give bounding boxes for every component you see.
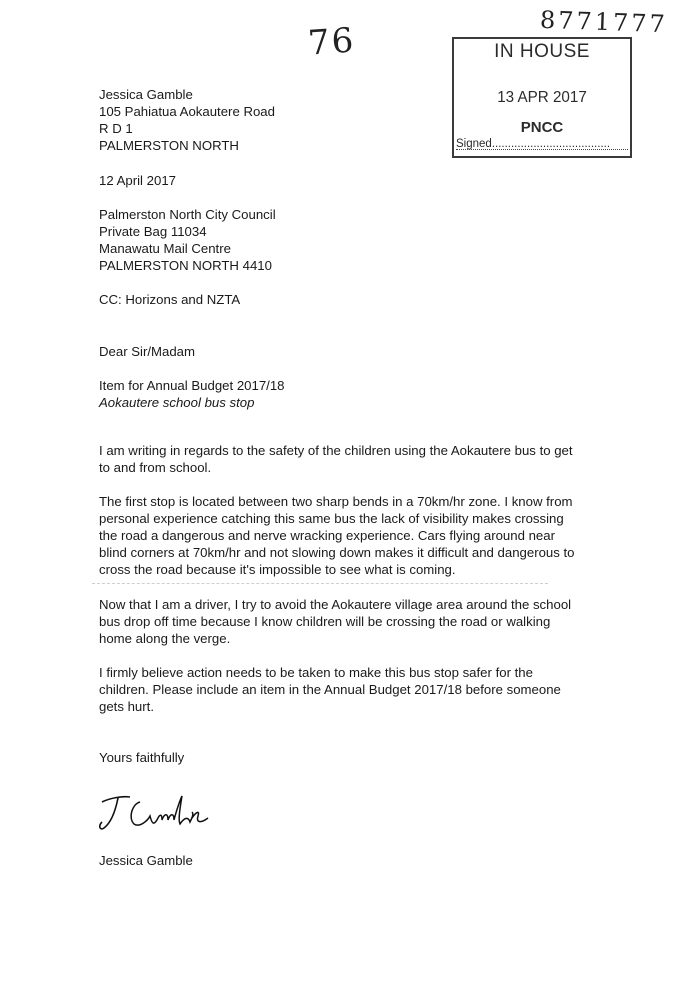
stamp-signed-dots: ..................................... — [491, 138, 611, 150]
received-stamp — [452, 37, 632, 158]
body-paragraph: The first stop is located between two sharp bends in a 70km/hr zone. I know from personal experience catching this same bus the lack of visibility makes crossing the road a dangerous and nerve wracking experience. Cars flying around near blind corners at 70km/hr and not slowing down makes it difficult and dangerous to cross the road because it's impossible to see what is coming. — [99, 494, 575, 577]
handwritten-page-number: 76 — [306, 20, 357, 64]
stamp-signed-label: Signed — [456, 138, 492, 150]
body-paragraph: I firmly believe action needs to be taken to make this bus stop safer for the children. Please include an item in the Annual Budget 2017/18 before someone gets hurt. — [99, 665, 561, 714]
cc-line: CC: Horizons and NZTA — [99, 292, 241, 307]
recipient-line: Palmerston North City Council — [99, 207, 276, 222]
signature-name: Jessica Gamble — [99, 853, 193, 868]
body-paragraph: Now that I am a driver, I try to avoid the Aokautere village area around the school bus drop off time because I know children will be crossing the road or walking home along the verge. — [99, 597, 572, 646]
salutation: Dear Sir/Madam — [99, 344, 196, 359]
sender-address-line: 105 Pahiatua Aokautere Road — [99, 104, 275, 119]
sender-address-line: R D 1 — [99, 121, 133, 136]
sender-block — [99, 86, 275, 154]
stamp-org: PNCC — [520, 119, 564, 136]
stamp-bottom-line — [456, 149, 628, 150]
recipient-line: Private Bag 11034 — [99, 224, 207, 239]
sender-address-line: PALMERSTON NORTH — [99, 138, 239, 153]
recipient-line: PALMERSTON NORTH 4410 — [99, 258, 272, 273]
scan-fold-line — [92, 583, 548, 584]
recipient-block — [99, 206, 276, 274]
sender-name: Jessica Gamble — [99, 87, 193, 102]
letter-date: 12 April 2017 — [99, 173, 176, 188]
stamp-title: IN HOUSE — [494, 41, 590, 62]
stamp-date: 13 APR 2017 — [497, 89, 587, 106]
handwritten-reference-number: 8771777 — [539, 5, 669, 39]
subject-subheading: Aokautere school bus stop — [99, 395, 255, 410]
recipient-line: Manawatu Mail Centre — [99, 241, 231, 256]
closing: Yours faithfully — [99, 750, 185, 765]
subject-block — [99, 377, 285, 411]
handwritten-signature — [96, 788, 216, 838]
subject-heading: Item for Annual Budget 2017/18 — [99, 378, 285, 393]
body-paragraph: I am writing in regards to the safety of the children using the Aokautere bus to get to and from school. — [99, 443, 573, 475]
